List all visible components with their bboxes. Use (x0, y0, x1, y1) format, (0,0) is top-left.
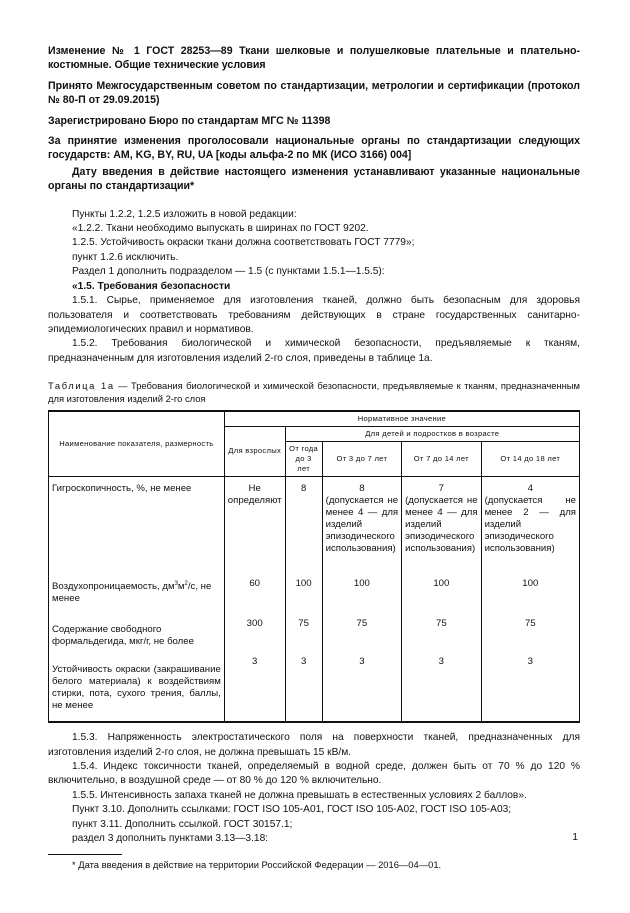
body-paragraph: 1.5.2. Требования биологической и химической безопасности, предъявляемые к тканям, предназначенным для изготовления изделий 2-го слоя, приведены в таблице 1а. (48, 338, 580, 364)
amendment-title: Изменение № 1 ГОСТ 28253—89 Ткани шелковые и полушелковые плательные и плательно-костюмные. Общие технические условия (48, 45, 580, 72)
row-age-14-18: 3 (481, 654, 579, 722)
row-age-7-14: 3 (402, 654, 481, 722)
page-number: 1 (572, 832, 578, 843)
row-age-7-14: 100 (402, 576, 481, 616)
table-row (49, 476, 580, 576)
row-age-1-3: 75 (285, 616, 322, 654)
row-adults: 300 (224, 616, 285, 654)
header-adults: Для взрослых (224, 426, 285, 476)
cell-value: 4 (527, 482, 533, 494)
cell-note: (допускается не менее 2 — для изделий эпизодического использования) (484, 494, 576, 554)
row-name: Гигроскопичность, %, не менее (49, 476, 225, 576)
body-paragraph: 1.5.3. Напряженность электростатического поля на поверхности тканей, предназначенных для изготовления изделий 2-го слоя, не должна превышать 15 кВ/м. (48, 732, 580, 758)
header-age-7-14: От 7 до 14 лет (402, 441, 481, 476)
section-heading: «1.5. Требования безопасности (72, 280, 231, 292)
table-caption-label: Таблица 1а (48, 380, 115, 392)
requirements-table (48, 410, 580, 724)
cell-value: 8 (359, 482, 365, 494)
row-age-7-14: 75 (402, 616, 481, 654)
row-age-1-3: 3 (285, 654, 322, 722)
row-age-1-3: 100 (285, 576, 322, 616)
table-caption (48, 380, 580, 406)
row-adults: 60 (224, 576, 285, 616)
row-age-3-7: 3 (322, 654, 401, 722)
row-name: Устойчивость окраски (закрашивание белого материала) к воздействиям стирки, пота, сухого трения, баллы, не менее (49, 654, 225, 722)
body-paragraph: раздел 3 дополнить пунктами 3.13—3.18: (72, 833, 269, 845)
row-age-3-7: 75 (322, 616, 401, 654)
document-page (48, 44, 580, 871)
header-age-1-3: От года до 3 лет (285, 441, 322, 476)
body-paragraph: 1.5.5. Интенсивность запаха тканей не должна превышать в естественных условиях 2 баллов». (72, 789, 527, 801)
body-paragraph: 1.5.4. Индекс токсичности тканей, определяемый в водной среде, должен быть от 70 % до 120 % включительно, в воздушной среде — от 80 % до 120 % включительно. (48, 761, 580, 787)
adopted-note: Принято Межгосударственным советом по стандартизации, метрологии и сертификации (протокол № 80-П от 29.09.2015) (48, 79, 580, 107)
body-paragraph: Пункты 1.2.2, 1.2.5 изложить в новой редакции: (72, 208, 297, 220)
voted-note: За принятие изменения проголосовали национальные органы по стандартизации следующих государств: AM, KG, BY, RU, UA [коды альфа-2 по МК (ИСО 3166) 004] (48, 135, 580, 162)
registered-note: Зарегистрировано Бюро по стандартам МГС № 11398 (48, 114, 331, 127)
row-age-3-7: 100 (322, 576, 401, 616)
header-norm-value: Нормативное значение (224, 411, 579, 427)
row-age-14-18: 100 (481, 576, 579, 616)
body-paragraph: 1.5.1. Сырье, применяемое для изготовления тканей, должно быть безопасным для здоровья пользователя и соответствовать требованиям действующих в стране государственных санитарно-эпидемиологических правил и нормативов. (48, 295, 580, 335)
row-age-14-18 (481, 476, 579, 576)
row-adults: 3 (224, 654, 285, 722)
cell-value: 7 (438, 482, 445, 494)
table-caption-text: — Требования биологической и химической безопасности, предъявляемые к тканям, предназначенным для изготовления изделий 2-го слоя (48, 380, 580, 404)
header-age-3-7: От 3 до 7 лет (322, 441, 401, 476)
table-row (49, 576, 580, 616)
body-paragraph: пункт 1.2.6 исключить. (72, 251, 179, 263)
row-age-3-7 (322, 476, 401, 576)
body-paragraph: пункт 3.11. Дополнить ссылкой. ГОСТ 30157.1; (72, 818, 293, 830)
header-age-14-18: От 14 до 18 лет (481, 441, 579, 476)
body-paragraph: «1.2.2. Ткани необходимо выпускать в ширинах по ГОСТ 9202. (72, 223, 369, 235)
body-paragraph: 1.2.5. Устойчивость окраски ткани должна соответствовать ГОСТ 7779»; (72, 237, 415, 249)
footnote: * Дата введения в действие на территории Российской Федерации — 2016—04—01. (72, 859, 442, 871)
table-row (49, 654, 580, 722)
row-name: Воздухопроницаемость, $дм^3м^2/с$, не менее (49, 576, 225, 616)
row-age-1-3: 8 (285, 476, 322, 576)
row-age-7-14 (402, 476, 481, 576)
body-paragraph: Раздел 1 дополнить подразделом — 1.5 (с пунктами 1.5.1—1.5.5): (72, 266, 385, 278)
body-paragraph: Пункт 3.10. Дополнить ссылками: ГОСТ ISO 105-A01, ГОСТ ISO 105-A02, ГОСТ ISO 105-A03; (72, 804, 512, 816)
table-row (49, 616, 580, 654)
row-adults: Не определяют (224, 476, 285, 576)
footnote-divider (48, 854, 122, 855)
cell-note: (допускается не менее 4 — для изделий эпизодического использования) (325, 494, 399, 554)
row-age-14-18: 75 (481, 616, 579, 654)
cell-note: (допускается не менее 4 — для изделий эпизодического использования) (405, 494, 478, 554)
header-indicator-name: Наименование показателя, размерность (49, 411, 225, 477)
intro-date-note: Дату введения в действие настоящего изменения устанавливают указанные национальные органы по стандартизации* (48, 165, 580, 193)
row-name: Содержание свободного формальдегида, мкг/г, не более (49, 616, 225, 654)
header-children: Для детей и подростков в возрасте (285, 426, 579, 441)
